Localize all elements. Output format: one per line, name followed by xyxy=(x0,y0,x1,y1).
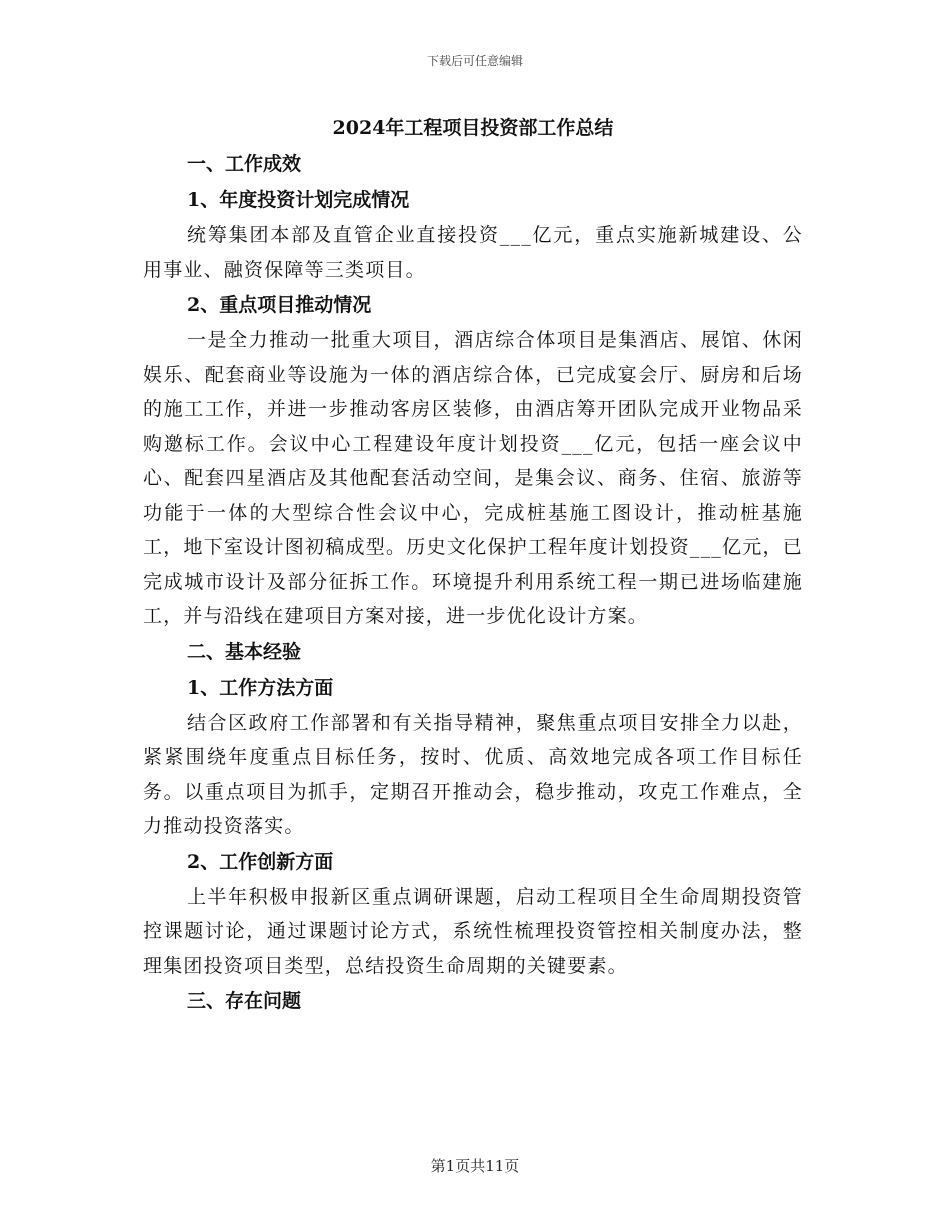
document-body xyxy=(143,112,803,1019)
page-header: 下载后可任意编辑 xyxy=(426,54,523,68)
page-number-footer: 第1页共11页 xyxy=(430,1157,520,1175)
section-heading-achievements: 一、工作成效 xyxy=(187,153,302,175)
section-heading-experience: 二、基本经验 xyxy=(187,640,302,663)
paragraph-innovation: 上半年积极申报新区重点调研课题，启动工程项目全生命周期投资管控课题讨论，通过课题讨论方式，系统性梳理投资管控相关制度办法，整理集团投资项目类型，总结投资生命周期的关键要素。 xyxy=(143,885,803,977)
subsection-heading-annual-plan: 1、年度投资计划完成情况 xyxy=(187,189,410,211)
paragraph-work-methods: 结合区政府工作部署和有关指导精神，聚焦重点项目安排全力以赴，紧紧围绕年度重点目标任务，按时、优质、高效地完成各项工作目标任务。以重点项目为抓手，定期召开推动会，稳步推动，攻克工作难点，全力推动投资落实。 xyxy=(143,711,803,837)
document-title: 2024年工程项目投资部工作总结 xyxy=(332,117,614,139)
subsection-heading-work-methods: 1、工作方法方面 xyxy=(187,676,334,699)
paragraph-key-projects: 一是全力推动一批重大项目，酒店综合体项目是集酒店、展馆、休闲娱乐、配套商业等设施为一体的酒店综合体，已完成宴会厅、厨房和后场的施工工作，并进一步推动客房区装修，由酒店筹开团队完成开业物品采购邀标工作。会议中心工程建设年度计划投资___亿元，包括一座会议中心、配套四星酒店及其他配套活动空间，是集会议、商务、住宿、旅游等功能于一体的大型综合性会议中心，完成桩基施工图设计，推动桩基施工，地下室设计图初稿成型。历史文化保护工程年度计划投资___亿元，已完成城市设计及部分征拆工作。环境提升利用系统工程一期已进场临建施工，并与沿线在建项目方案对接，进一步优化设计方案。 xyxy=(143,329,803,627)
subsection-heading-key-projects: 2、重点项目推动情况 xyxy=(187,294,372,316)
subsection-heading-innovation: 2、工作创新方面 xyxy=(187,850,334,873)
paragraph-annual-plan: 统筹集团本部及直管企业直接投资___亿元，重点实施新城建设、公用事业、融资保障等三类项目。 xyxy=(143,224,803,281)
section-heading-problems: 三、存在问题 xyxy=(187,990,302,1012)
